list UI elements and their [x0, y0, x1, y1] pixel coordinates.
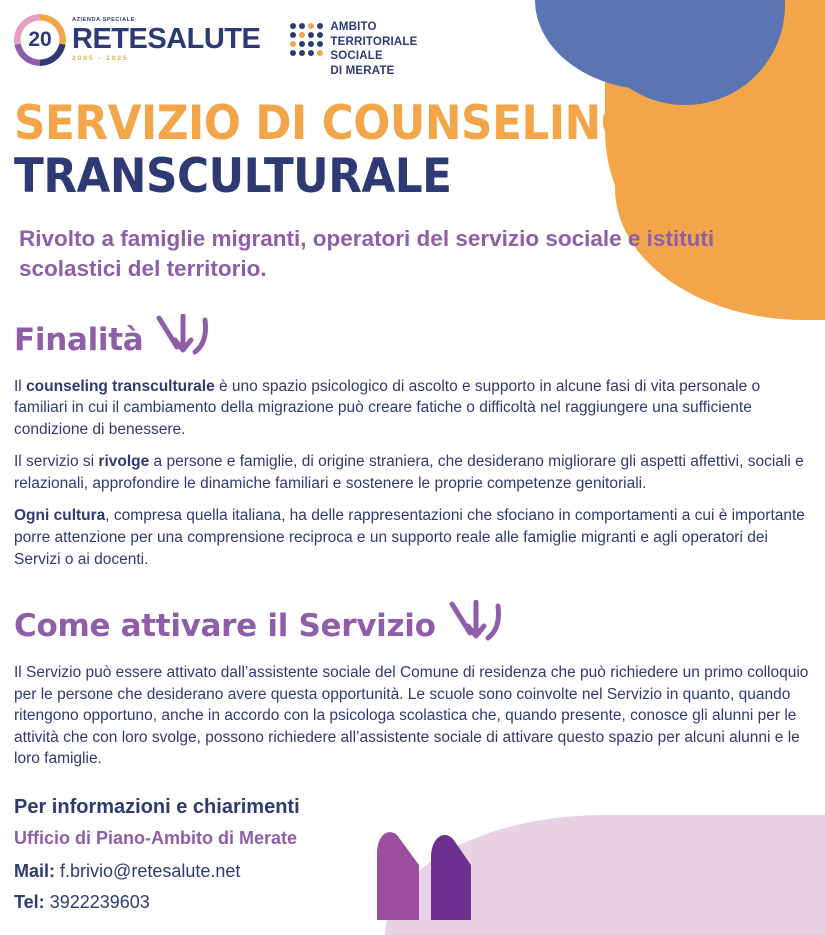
arrow-down-icon	[153, 314, 215, 366]
section-body-finalita	[14, 376, 811, 570]
paragraph	[14, 505, 811, 570]
page-title-line-2: TRANSCULTURALE	[14, 148, 452, 204]
paragraph-text: Il	[14, 377, 27, 395]
paragraph-text: Il Servizio può essere attivato dall’assistente sociale del Comune di residenza che può richiedere un primo colloquio per le persone che desiderano avere questa opportunità. Le scuole sono coinvolte nel Servizio in quanto, quando ritengono opportuno, anche in accordo con la psicologa scolastica che, quando presente, conosce gli alunni per le attività che con loro svolge, possono richiedere all’assistente sociale di attivare questo spazio per alcuni alunni e le loro famiglie.	[14, 664, 809, 768]
page-subtitle: Rivolto a famiglie migranti, operatori del servizio sociale e istituti scolastici del territorio.	[19, 225, 715, 281]
contact-block	[14, 796, 811, 913]
retesalute-name: RETESALUTE	[72, 22, 261, 55]
contact-office: Ufficio di Piano-Ambito di Merate	[14, 827, 298, 848]
paragraph-emphasis: Ogni cultura	[14, 507, 106, 525]
paragraph-text: è uno spazio psicologico di ascolto e supporto in alcune fasi di vita personale o familiari in cui il cambiamento della migrazione può creare fatiche o difficoltà nel raggiungere una sufficiente condizione di benessere.	[14, 377, 761, 438]
section-heading-come-attivare-label: Come attivare il Servizio	[14, 608, 436, 645]
paragraph-text: a persone e famiglie, di origine straniera, che desiderano migliorare gli aspetti affettivi, sociali e relazionali, approfondire le dinamiche familiari e sostenere le proprie competenze genitoriali.	[14, 453, 804, 492]
dot-grid-icon	[290, 23, 323, 56]
arrow-down-icon	[446, 600, 508, 652]
retesalute-logo	[14, 14, 260, 66]
page-title	[14, 95, 755, 204]
section-heading-finalita	[14, 314, 811, 366]
ambito-line-2: TERRITORIALE	[330, 35, 418, 48]
paragraph-text: Il servizio si	[14, 453, 99, 471]
contact-tel	[14, 892, 811, 913]
contact-mail	[14, 861, 811, 882]
page-title-line-1: SERVIZIO DI COUNSELING	[14, 95, 637, 151]
anniversary-badge-icon	[14, 14, 66, 66]
section-heading-come-attivare	[14, 600, 811, 652]
contact-tel-value[interactable]: 3922239603	[49, 891, 150, 912]
paragraph	[14, 376, 811, 441]
header-logos	[0, 0, 825, 79]
ambito-line-3: SOCIALE	[330, 50, 383, 63]
retesalute-years: 2005 - 2025	[72, 54, 129, 62]
anniversary-number: 20	[28, 28, 52, 51]
contact-mail-value[interactable]: f.brivio@retesalute.net	[60, 860, 241, 881]
contact-tel-label: Tel:	[14, 891, 45, 912]
paragraph-emphasis: counseling transculturale	[26, 377, 215, 395]
paragraph	[14, 662, 811, 770]
contact-mail-label: Mail:	[14, 860, 56, 881]
retesalute-tagline: AZIENDA SPECIALE	[72, 17, 135, 23]
section-body-come-attivare	[14, 662, 811, 770]
ambito-logo	[290, 20, 417, 79]
ambito-line-4: DI MERATE	[330, 65, 395, 78]
paragraph-text: , compresa quella italiana, ha delle rappresentazioni che sfociano in comportamenti a cui è importante porre attenzione per una comprensione reciproca e un supporto reale alle famiglie migranti e agli operatori dei Servizi o ai docenti.	[14, 507, 805, 568]
section-heading-finalita-label: Finalità	[14, 321, 144, 358]
paragraph-emphasis: rivolge	[98, 453, 150, 471]
ambito-line-1: AMBITO	[330, 21, 377, 33]
paragraph	[14, 451, 811, 494]
contact-heading: Per informazioni e chiarimenti	[14, 795, 300, 818]
